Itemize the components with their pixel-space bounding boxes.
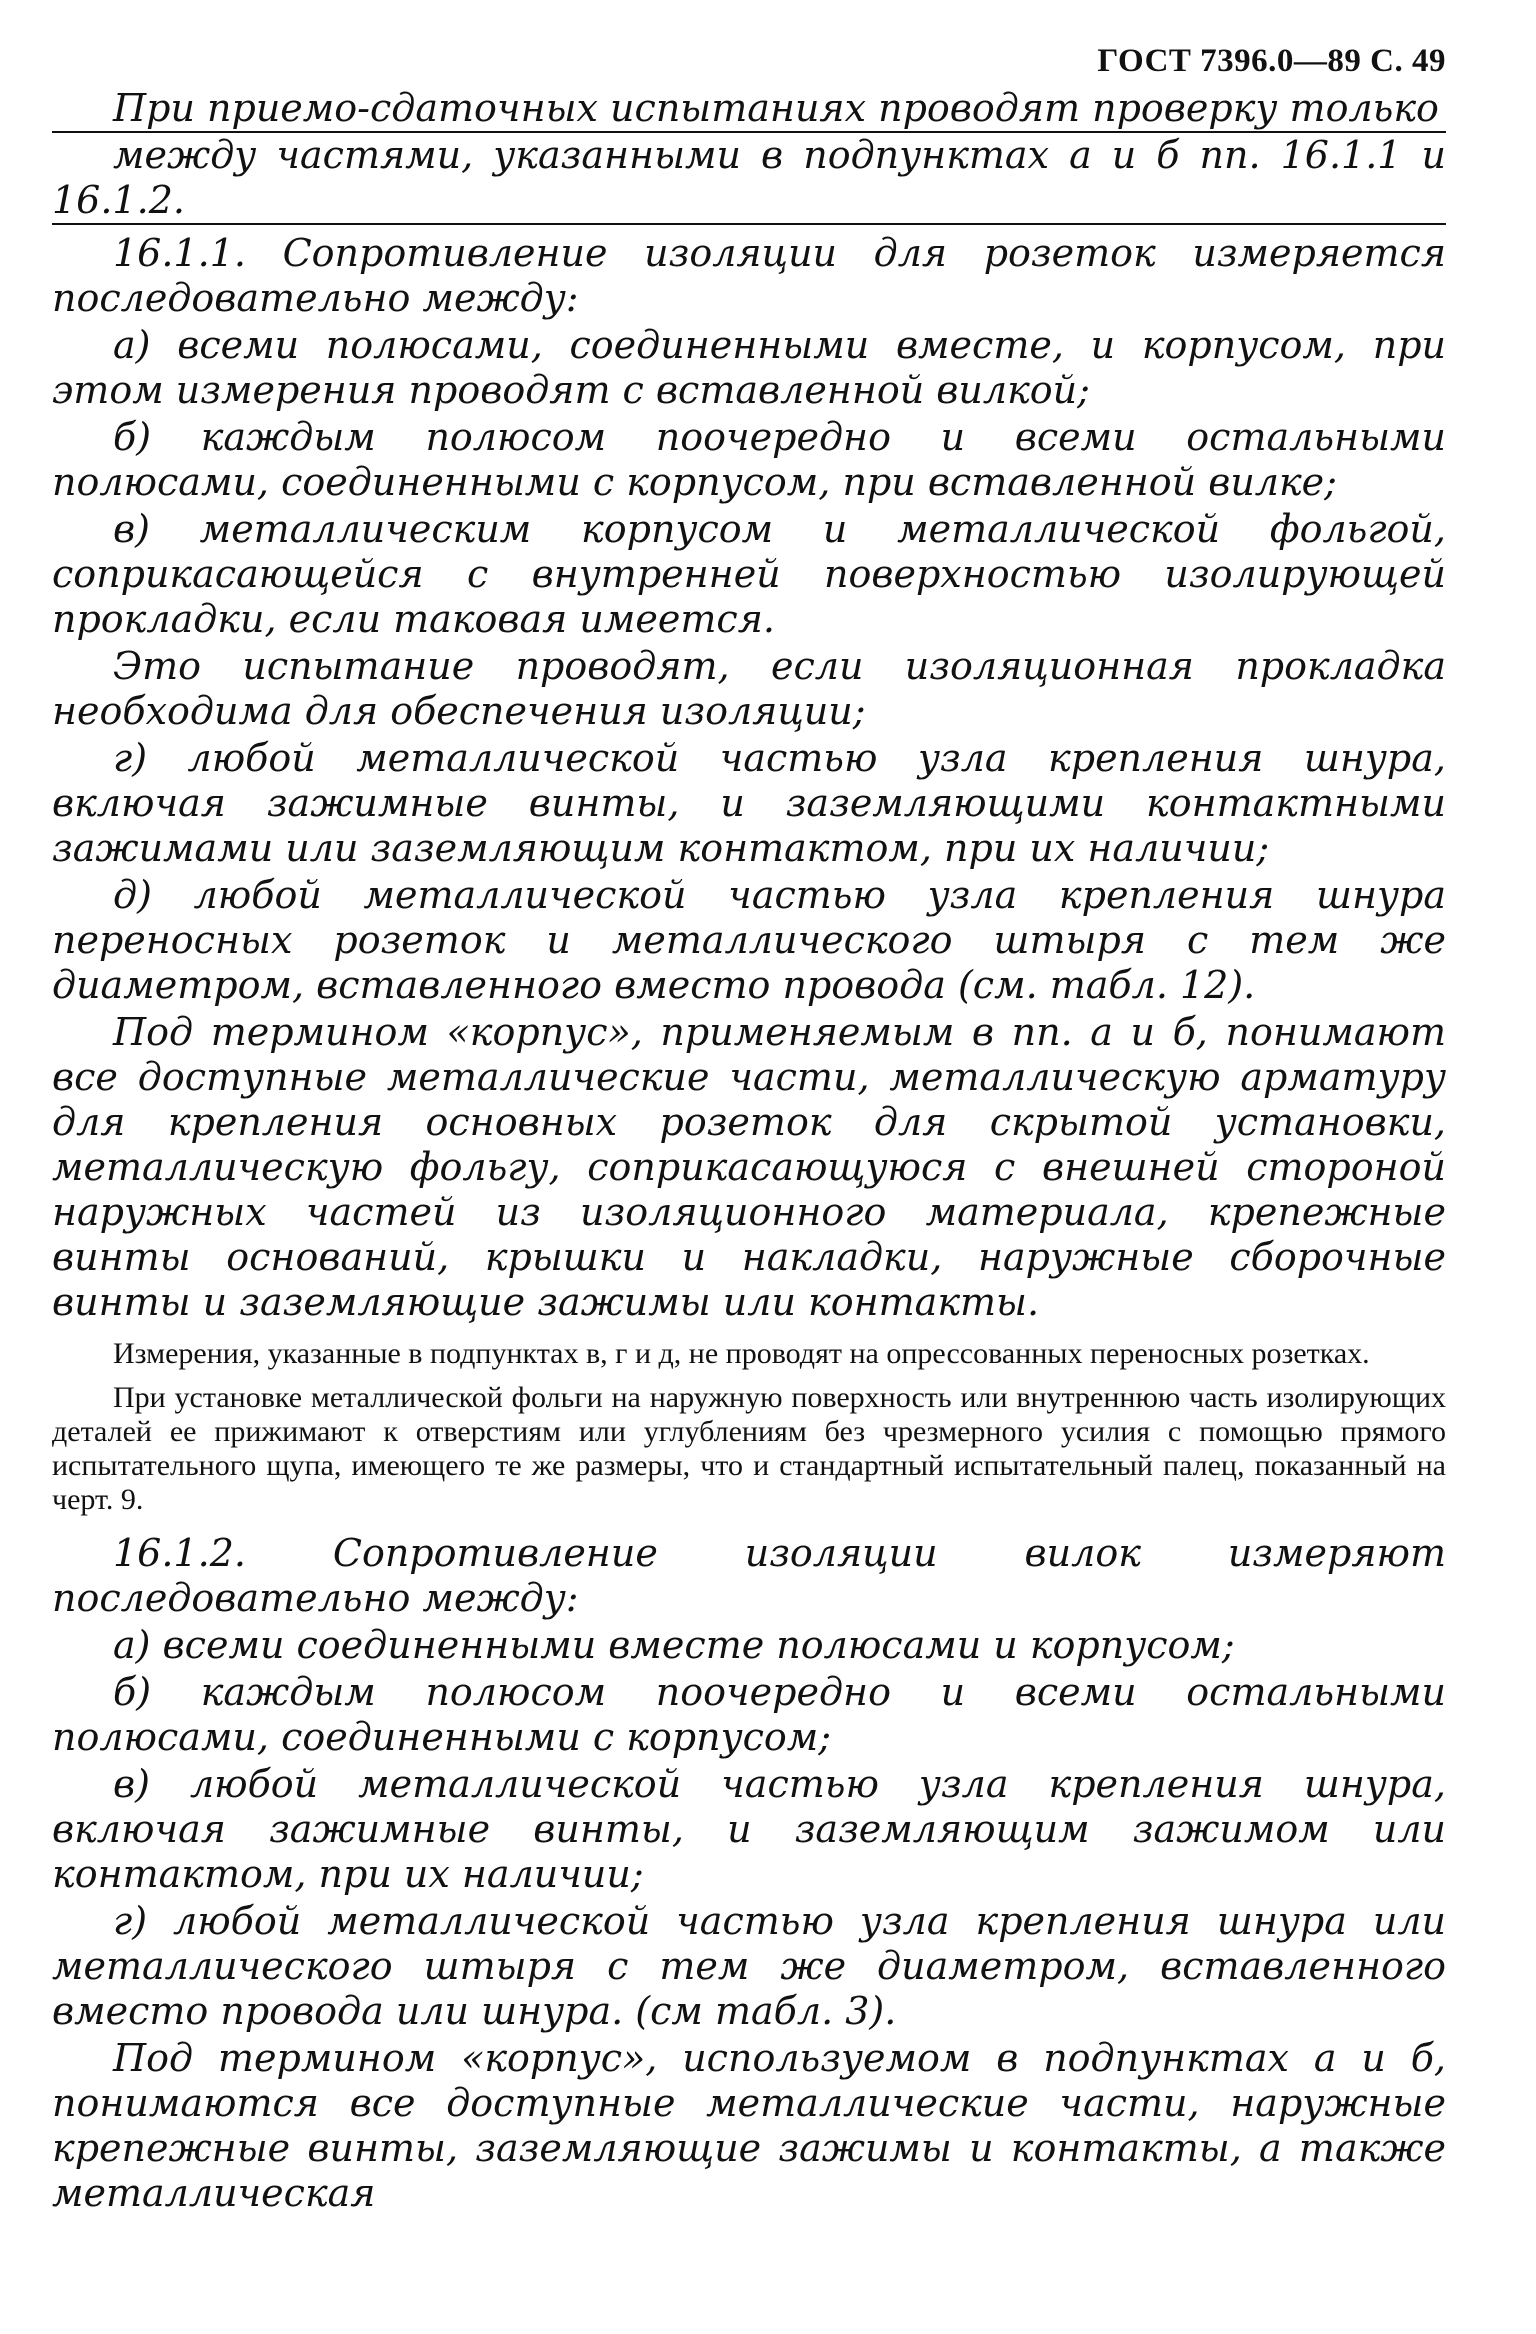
page-header: ГОСТ 7396.0—89 С. 49 xyxy=(1097,43,1446,79)
section-16-1-1-item-a: а) всеми полюсами, соединенными вместе, и корпусом, при этом измерения проводят с вставленной вилкой; xyxy=(52,323,1446,412)
section-16-1-2-item-g: г) любой металлической частью узла крепления шнура или металлического штыря с тем же диаметром, вставленного вместо провода или шнура. (см табл. 3). xyxy=(52,1899,1446,2033)
intro-line-2: между частями, указанными в подпунктах а и б пп. 16.1.1 и 16.1.2. xyxy=(52,133,1446,225)
section-16-1-1-item-b: б) каждым полюсом поочередно и всеми остальными полюсами, соединенными с корпусом, при вставленной вилке; xyxy=(52,415,1446,504)
small-notes xyxy=(52,1337,1446,1517)
intro-paragraph xyxy=(52,86,1446,225)
section-16-1-1-heading: 16.1.1. Сопротивление изоляции для розеток измеряется последовательно между: xyxy=(52,231,1446,320)
section-16-1-1-item-v-note: Это испытание проводят, если изоляционная прокладка необходима для обеспечения изоляции; xyxy=(52,644,1446,733)
small-note-1: Измерения, указанные в подпунктах в, г и д, не проводят на опрессованных переносных розетках. xyxy=(113,1337,1370,1370)
intro-block xyxy=(52,86,1446,225)
section-16-1-2-term-note: Под термином «корпус», используемом в подпунктах а и б, понимаются все доступные металлические части, наружные крепежные винты, заземляющие зажимы и контакты, а также металлическая xyxy=(52,2036,1446,2215)
section-16-1-2-item-v: в) любой металлической частью узла крепления шнура, включая зажимные винты, и заземляющим зажимом или контактом, при их наличии; xyxy=(52,1762,1446,1896)
intro-line-1: При приемо-сдаточных испытаниях проводят проверку только xyxy=(52,86,1446,133)
section-16-1-1-item-d: д) любой металлической частью узла крепления шнура переносных розеток и металлического штыря с тем же диаметром, вставленного вместо провода (см. табл. 12). xyxy=(52,873,1446,1007)
section-16-1-2-item-b: б) каждым полюсом поочередно и всеми остальными полюсами, соединенными с корпусом; xyxy=(52,1670,1446,1759)
section-16-1-1-item-v: в) металлическим корпусом и металлической фольгой, соприкасающейся с внутренней поверхностью изолирующей прокладки, если таковая имеется. xyxy=(52,507,1446,641)
document-page xyxy=(52,38,1446,2216)
small-note-2: При установке металлической фольги на наружную поверхность или внутреннюю часть изолирующих деталей ее прижимают к отверстиям или углублениям без чрезмерного усилия с помощью прямого испытательного щупа, имеющего те же размеры, что и стандартный испытательный палец, показанный на черт. 9. xyxy=(52,1381,1446,1516)
section-16-1-1-item-g: г) любой металлической частью узла крепления шнура, включая зажимные винты, и заземляющими контактными зажимами или заземляющим контактом, при их наличии; xyxy=(52,736,1446,870)
section-16-1-2-item-a: а) всеми соединенными вместе полюсами и корпусом; xyxy=(113,1623,1235,1667)
section-16-1-2-heading: 16.1.2. Сопротивление изоляции вилок измеряют последовательно между: xyxy=(52,1531,1446,1620)
section-16-1-1-term-note: Под термином «корпус», применяемым в пп. а и б, понимают все доступные металлические части, металлическую арматуру для крепления основных розеток для скрытой установки, металлическую фольгу, соприкасающуюся с внешней стороной наружных частей из изоляционного материала, крепежные винты оснований, крышки и накладки, наружные сборочные винты и заземляющие зажимы или контакты. xyxy=(52,1010,1446,1324)
